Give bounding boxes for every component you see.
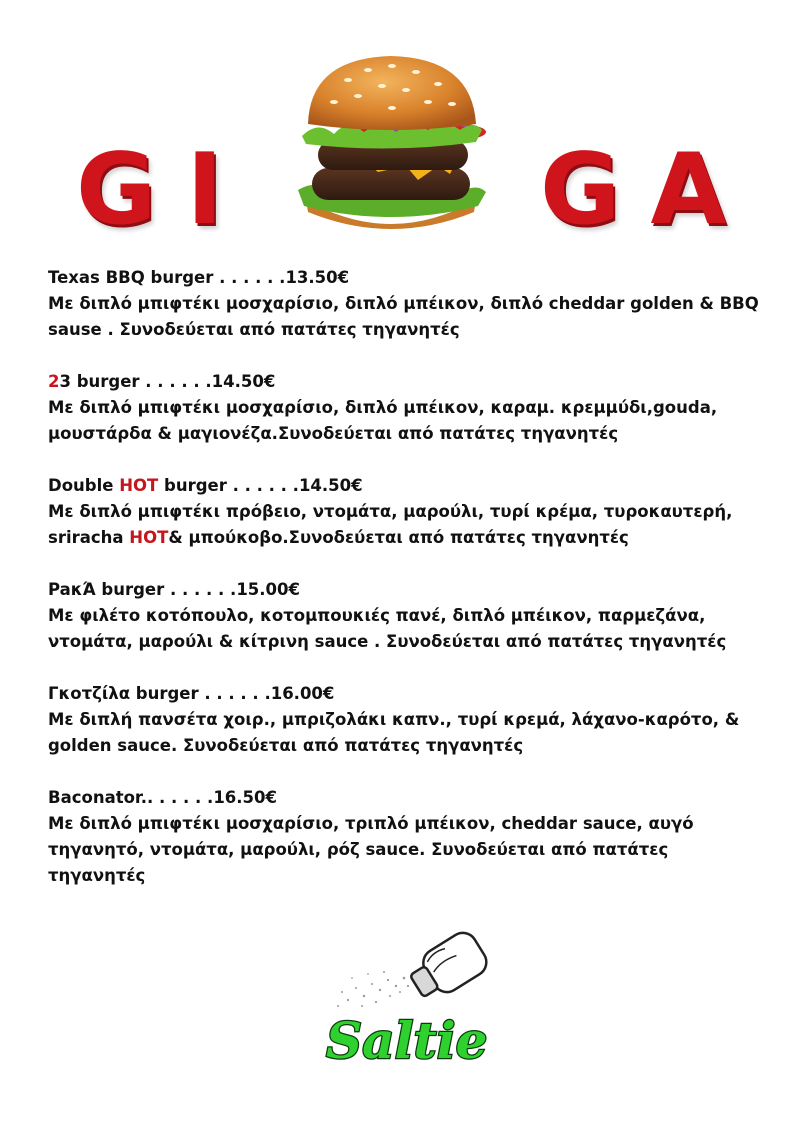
item-name-highlight: 2 — [48, 372, 60, 391]
menu-item — [48, 369, 768, 447]
item-description-text: sriracha — [48, 528, 130, 547]
item-dots: . . . . . . — [146, 788, 214, 807]
item-description-line: Με διπλό μπιφτέκι πρόβειο, ντομάτα, μαρούλι, τυρί κρέμα, τυροκαυτερή, — [48, 502, 733, 521]
menu-list — [48, 265, 768, 915]
item-price: 14.50€ — [211, 372, 276, 391]
item-title — [48, 473, 768, 499]
item-dots: . . . . . . — [213, 268, 286, 287]
item-dots: . . . . . . — [164, 580, 237, 599]
item-price: 13.50€ — [285, 268, 350, 287]
item-dots: . . . . . . — [139, 372, 212, 391]
item-description: Με φιλέτο κοτόπουλο, κοτομπουκιές πανέ, διπλό μπέικον, παρμεζάνα, ντομάτα, μαρούλι & κίτρινη sauce . Συνοδεύεται από πατάτες τηγανητές — [48, 606, 727, 651]
item-price: 16.50€ — [213, 788, 277, 807]
item-price: 16.00€ — [270, 684, 335, 703]
title-right: GA — [540, 133, 757, 247]
item-name-highlight: HOT — [119, 476, 159, 495]
item-description: Με διπλό μπιφτέκι μοσχαρίσιο, διπλό μπέικον, καραμ. κρεμμύδι,gouda, μουστάρδα & μαγιονέζα.Συνοδεύεται από πατάτες τηγανητές — [48, 398, 718, 443]
item-description-highlight: HOT — [129, 528, 169, 547]
item-name: Double — [48, 476, 120, 495]
item-title — [48, 681, 768, 707]
logo-text: Saltie — [326, 1011, 488, 1070]
item-name: Baconator. — [48, 788, 147, 807]
menu-item — [48, 681, 768, 759]
item-name: burger — [158, 476, 227, 495]
menu-item — [48, 265, 768, 343]
item-title — [48, 785, 768, 811]
item-name: Texas BBQ burger — [48, 268, 214, 287]
title-left: GI — [76, 133, 253, 247]
item-title — [48, 265, 768, 291]
item-title — [48, 577, 768, 603]
burger-icon — [288, 50, 494, 236]
item-title — [48, 369, 768, 395]
item-description: Με διπλό μπιφτέκι μοσχαρίσιο, τριπλό μπέικον, cheddar sauce, αυγό τηγανητό, ντομάτα, μαρούλι, ρόζ sauce. Συνοδεύεται από πατάτες τηγανητές — [48, 814, 694, 885]
item-name: Γκοτζίλα burger — [48, 684, 199, 703]
item-dots: . . . . . . — [198, 684, 271, 703]
item-name: 3 burger — [59, 372, 140, 391]
saltie-logo — [318, 930, 493, 1070]
item-description-text: & μπούκοβο.Συνοδεύεται από πατάτες τηγανητές — [168, 528, 629, 547]
item-description — [48, 499, 768, 551]
salt-shaker-icon — [404, 930, 491, 1006]
item-price: 15.00€ — [236, 580, 300, 599]
item-description: Με διπλό μπιφτέκι μοσχαρίσιο, διπλό μπέικον, διπλό cheddar golden & BBQ sause . Συνοδεύεται από πατάτες τηγανητές — [48, 294, 759, 339]
item-dots: . . . . . . — [226, 476, 299, 495]
menu-item — [48, 473, 768, 551]
item-price: 14.50€ — [298, 476, 363, 495]
menu-item — [48, 785, 768, 889]
item-description: Με διπλή πανσέτα χοιρ., μπριζολάκι καπν., τυρί κρεμά, λάχανο-καρότο, & golden sauce. Συνοδεύεται από πατάτες τηγανητές — [48, 710, 740, 755]
menu-item — [48, 577, 768, 655]
item-name: PaκΆ burger — [48, 580, 165, 599]
